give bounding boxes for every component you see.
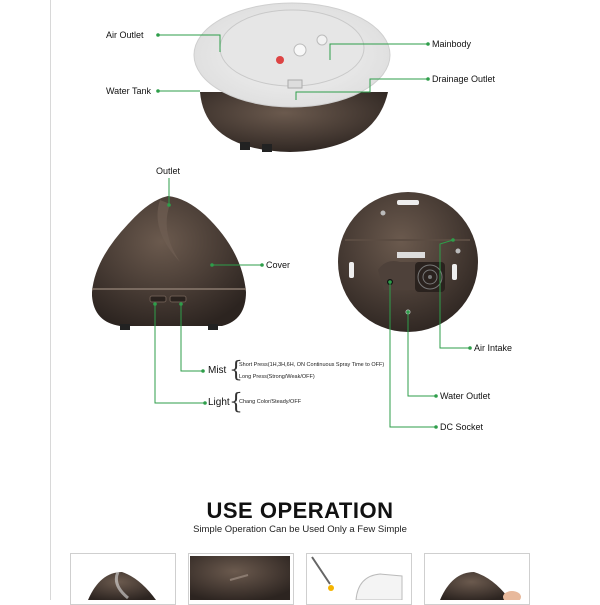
use-operation-title: USE OPERATION — [206, 498, 394, 523]
mist-long-press-text: Long Press(Strong/Weak/OFF) — [239, 374, 315, 380]
drainage-outlet-label: Drainage Outlet — [432, 74, 496, 84]
front-humidifier-image — [92, 196, 246, 330]
light-label: Light — [208, 397, 230, 408]
water-tank-label: Water Tank — [106, 86, 152, 96]
outlet-label: Outlet — [156, 166, 181, 176]
mist-brace: { — [229, 358, 243, 383]
use-operation-subtitle: Simple Operation Can be Used Only a Few Simple — [193, 524, 407, 535]
light-brace: { — [229, 390, 243, 415]
dc-socket-label: DC Socket — [440, 422, 484, 432]
mist-label: Mist — [208, 365, 227, 376]
air-intake-label: Air Intake — [474, 343, 513, 353]
air-outlet-label: Air Outlet — [106, 30, 144, 40]
mainbody-label: Mainbody — [432, 39, 472, 49]
step-thumbnails-art — [88, 556, 521, 600]
cover-label: Cover — [266, 260, 291, 270]
open-humidifier-image — [194, 3, 390, 152]
mist-short-press-text: Short Press(1H,3H,6H, ON Continuous Spray Time to OFF) — [239, 362, 385, 368]
light-description-text: Chang Color/Steady/OFF — [239, 399, 302, 405]
water-outlet-label: Water Outlet — [440, 391, 491, 401]
